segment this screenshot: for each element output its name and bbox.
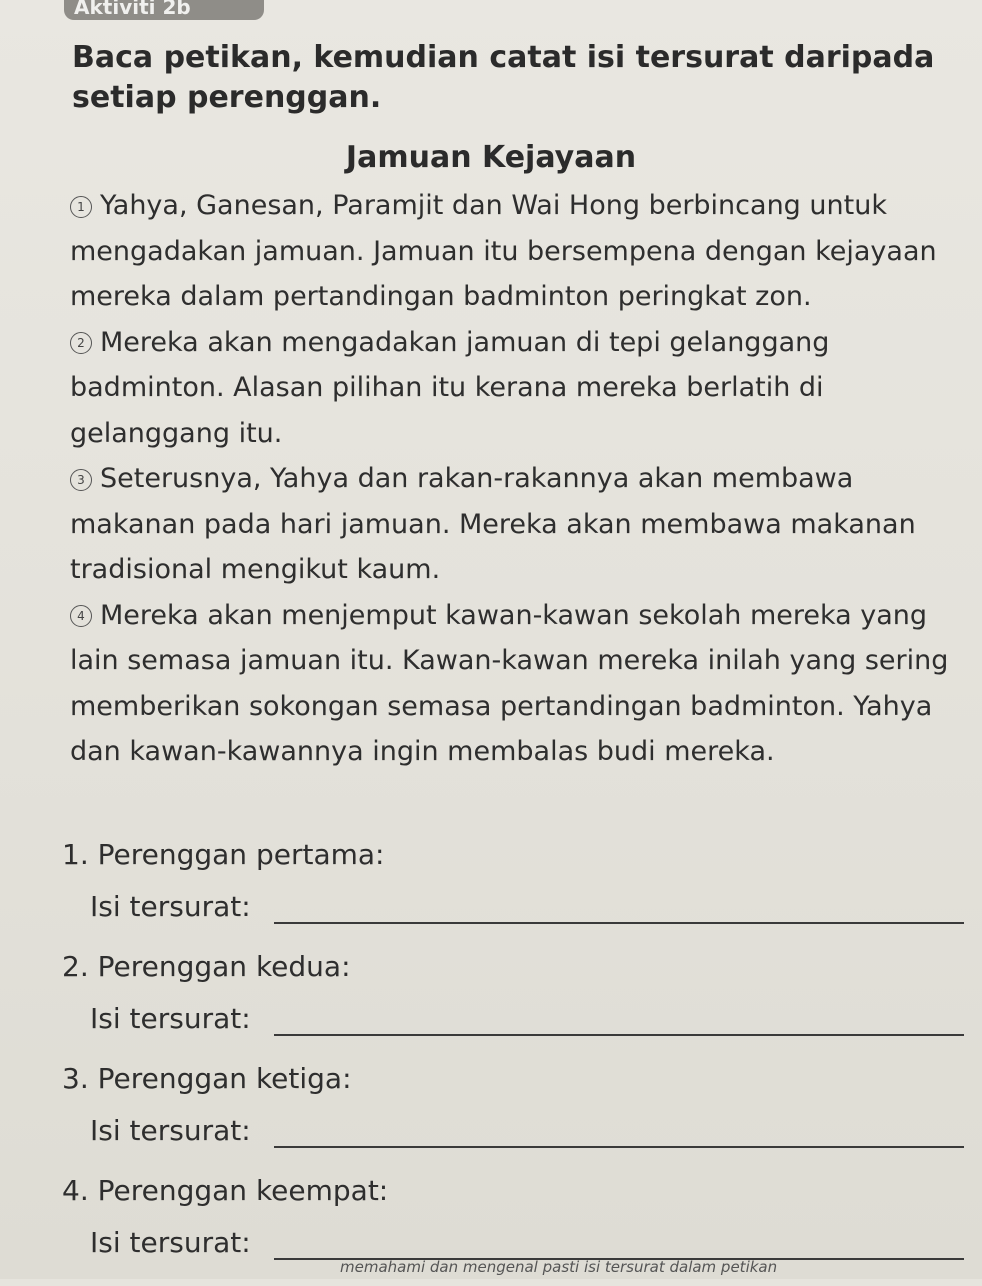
paragraph-1 (70, 190, 937, 312)
answer-label: Isi tersurat: (90, 1002, 251, 1035)
question-label: 2. Perenggan kedua: (62, 950, 351, 983)
answer-label: Isi tersurat: (90, 1226, 251, 1259)
question-label: 4. Perenggan keempat: (62, 1174, 389, 1207)
paragraph-3 (70, 463, 916, 585)
question-label: 1. Perenggan pertama: (62, 838, 385, 871)
paragraph-number: 4 (70, 605, 92, 627)
paragraph-2 (70, 327, 829, 449)
answer-line[interactable] (274, 1034, 964, 1036)
paragraph-text: Seterusnya, Yahya dan rakan-rakannya akan membawa makanan pada hari jamuan. Mereka akan membawa makanan tradisional mengikut kaum. (70, 463, 916, 585)
paragraph-text: Mereka akan menjemput kawan-kawan sekolah mereka yang lain semasa jamuan itu. Kawan-kawan mereka inilah yang sering memberikan sokongan semasa pertandingan badminton. Yahya dan kawan-kawannya ingin membalas budi mereka. (70, 599, 949, 767)
answer-line[interactable] (274, 922, 964, 924)
question-item (62, 838, 972, 950)
activity-tab: Aktiviti 2b (64, 0, 264, 20)
paragraph-text: Yahya, Ganesan, Paramjit dan Wai Hong berbincang untuk mengadakan jamuan. Jamuan itu bersempena dengan kejayaan mereka dalam pertandingan badminton peringkat zon. (70, 190, 937, 312)
answer-line[interactable] (274, 1146, 964, 1148)
question-item (62, 1062, 972, 1174)
instruction-text: Baca petikan, kemudian catat isi tersurat daripada setiap perenggan. (72, 40, 935, 115)
paragraph-number: 1 (70, 196, 92, 218)
passage-title: Jamuan Kejayaan (345, 140, 637, 175)
question-label: 3. Perenggan ketiga: (62, 1062, 352, 1095)
paragraph-text: Mereka akan mengadakan jamuan di tepi gelanggang badminton. Alasan pilihan itu kerana mereka berlatih di gelanggang itu. (70, 326, 830, 449)
footer-note: memahami dan mengenal pasti isi tersurat dalam petikan (340, 1258, 778, 1276)
question-list (62, 838, 972, 1286)
paragraph-4 (70, 600, 948, 768)
paragraph-number: 2 (70, 332, 92, 354)
paragraph-number: 3 (70, 469, 92, 491)
question-item (62, 950, 972, 1062)
answer-label: Isi tersurat: (90, 890, 251, 923)
answer-label: Isi tersurat: (90, 1114, 251, 1147)
passage (70, 183, 970, 775)
